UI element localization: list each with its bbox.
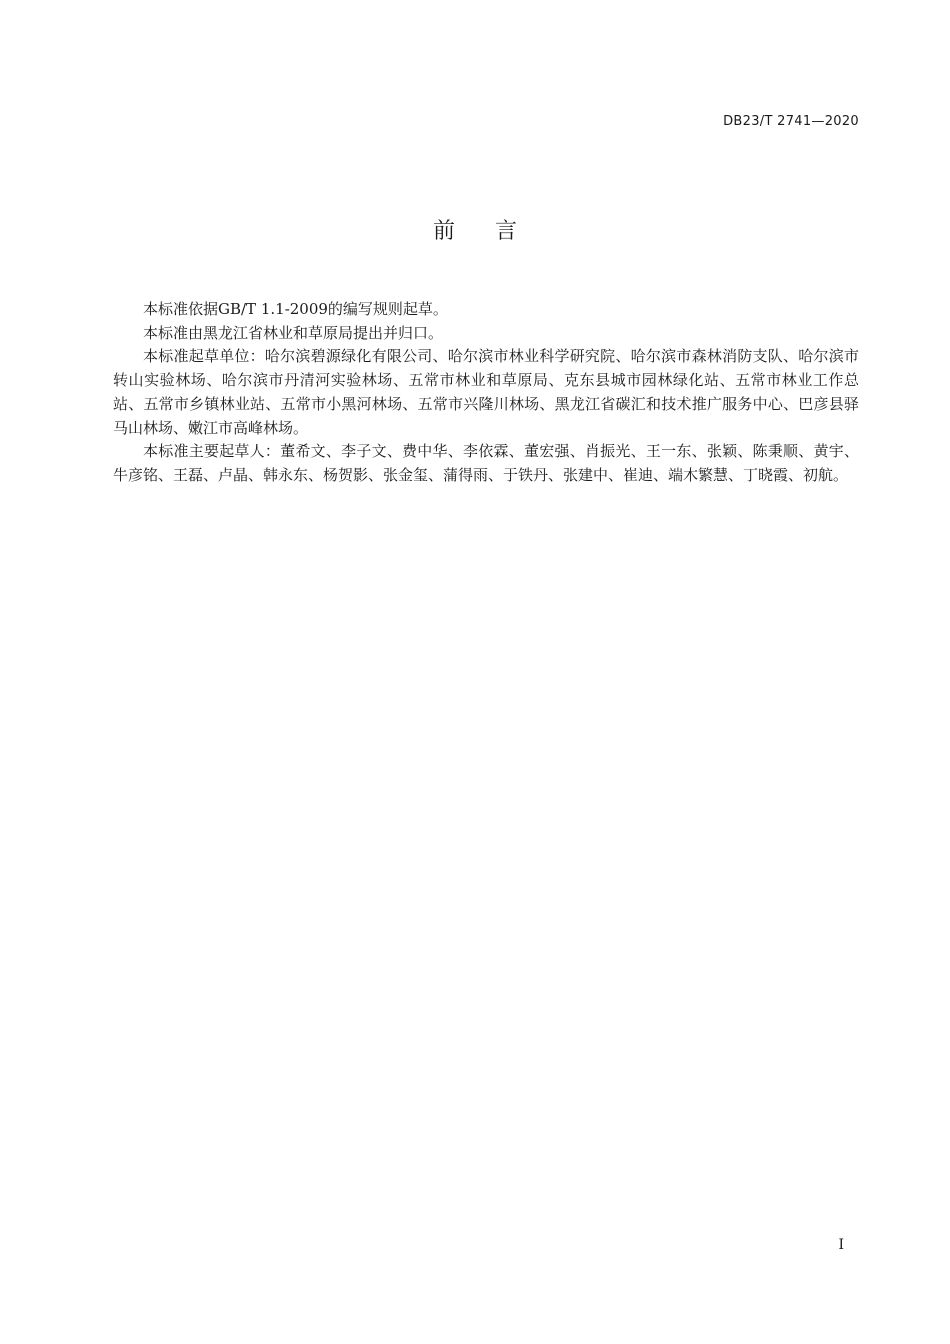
foreword-body xyxy=(113,298,859,488)
page-title: 前言 xyxy=(432,219,557,244)
paragraph-drafting-rules: 本标准依据GB/T 1.1-2009的编写规则起草。 xyxy=(143,300,448,318)
paragraph-proposer: 本标准由黑龙江省林业和草原局提出并归口。 xyxy=(143,323,444,342)
paragraph-drafters: 本标准主要起草人：董希文、李子文、费中华、李依霖、董宏强、肖振光、王一东、张颖、陈秉顺、黄宇、牛彦铭、王磊、卢晶、韩永东、杨贺影、张金玺、蒲得雨、于铁丹、张建中、崔迪、端木繁慧、丁晓霞、初航。 xyxy=(113,442,859,484)
document-code: DB23/T 2741—2020 xyxy=(723,114,859,129)
paragraph-drafting-units: 本标准起草单位：哈尔滨碧源绿化有限公司、哈尔滨市林业科学研究院、哈尔滨市森林消防支队、哈尔滨市转山实验林场、哈尔滨市丹清河实验林场、五常市林业和草原局、克东县城市园林绿化站、五常市林业工作总站、五常市乡镇林业站、五常市小黑河林场、五常市兴隆川林场、黑龙江省碳汇和技术推广服务中心、巴彦县驿马山林场、嫩江市高峰林场。 xyxy=(113,347,859,437)
page-number: I xyxy=(838,1237,844,1253)
